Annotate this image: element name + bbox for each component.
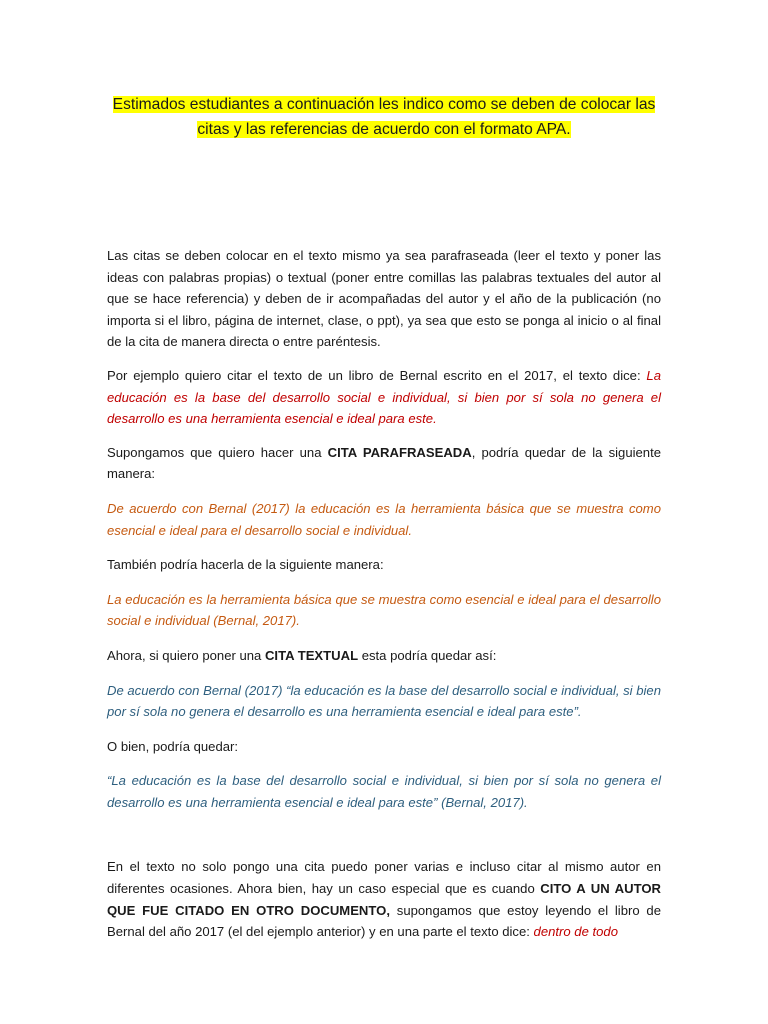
example-quote: La educación es la base del desarrollo social e individual, si bien por sí sola no genera el desarrollo es una herramienta esencial e ideal para este.	[107, 367, 661, 427]
paraphrase-intro-before: Supongamos que quiero hacer una	[107, 444, 328, 460]
textual-example-2: “La educación es la base del desarrollo social e individual, si bien por sí sola no genera el desarrollo es una herramienta esencial e ideal para este” (Bernal, 2017).	[107, 773, 661, 810]
secondary-label: CITO A UN AUTOR QUE FUE CITADO EN OTRO DOCUMENTO,	[107, 881, 661, 918]
document-page	[107, 92, 661, 943]
paragraph-secondary-citation	[107, 856, 661, 942]
secondary-before: En el texto no solo pongo una cita puedo poner varias e incluso citar al mismo autor en diferentes ocasiones. Ahora bien, hay un caso especial que es cuando	[107, 859, 661, 897]
paragraph-textual-intro	[107, 645, 661, 667]
example-text: Por ejemplo quiero citar el texto de un libro de Bernal escrito en el 2017, el texto dice:	[107, 367, 647, 383]
paraphrase-label: CITA PARAFRASEADA	[327, 444, 472, 460]
document-title	[107, 92, 661, 142]
textual-example-1: De acuerdo con Bernal (2017) “la educación es la base del desarrollo social e individual, si bien por sí sola no genera el desarrollo es una herramienta esencial e ideal para este”.	[107, 682, 661, 720]
paragraph-paraphrase-intro	[107, 442, 661, 485]
paraphrase-example-1: De acuerdo con Bernal (2017) la educación es la herramienta básica que se muestra como esencial e ideal para el desarrollo social e individual.	[107, 500, 661, 538]
paragraph-or: O bien, podría quedar:	[107, 738, 239, 754]
paragraph-example	[107, 365, 661, 430]
title-line-1: Estimados estudiantes a continuación les indico como se deben de colocar las	[112, 96, 656, 113]
title-line-2: citas y las referencias de acuerdo con el formato APA.	[197, 121, 571, 138]
secondary-middle: supongamos que estoy leyendo el libro de Bernal del año 2017 (el del ejemplo anterior) y en una parte el texto dice:	[107, 902, 661, 940]
paragraph-intro: Las citas se deben colocar en el texto mismo ya sea parafraseada (leer el texto y poner las ideas con palabras propias) o textual (poner entre comillas las palabras textuales del autor al que se hace referencia) y deben de ir acompañadas del autor y el año de la publicación (no importa si el libro, página de internet, clase, o ppt), ya sea que esto se ponga al inicio o al final de la cita de manera directa o entre paréntesis.	[107, 248, 661, 350]
paraphrase-intro-after: , podría quedar de la siguiente manera:	[107, 444, 661, 482]
secondary-quote: dentro de todo	[533, 924, 618, 940]
textual-intro-after: esta podría quedar así:	[358, 647, 497, 663]
textual-label: CITA TEXTUAL	[264, 647, 359, 663]
paragraph-alternative: También podría hacerla de la siguiente manera:	[107, 557, 384, 573]
paraphrase-example-2: La educación es la herramienta básica que se muestra como esencial e ideal para el desarrollo social e individual (Bernal, 2017).	[107, 591, 661, 629]
textual-intro-before: Ahora, si quiero poner una	[107, 647, 265, 663]
